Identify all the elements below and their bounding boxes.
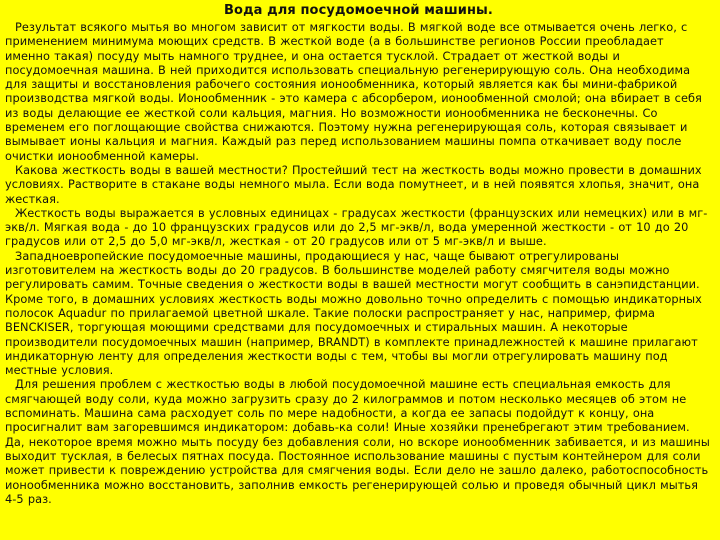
paragraph-water-softness: Результат всякого мытья во многом зависит от мягкости воды. В мягкой воде все отмывается очень легко, с применением минимума моющих средств. В жесткой воде (а в большинстве регионов России преобладает именно такая) посуду мыть намного труднее, и она остается тусклой. Страдает от жесткой воды и посудомоечная машина. В ней приходится использовать специальную регенерирующую соль. Она необходима для защиты и восстановления рабочего состояния ионообменника, который является как бы мини-фабрикой производства мягкой воды. Ионообменник - это камера с абсорбером, ионообменной смолой; она вбирает в себя из воды делающие ее жесткой соли кальция, магния. Но возможности ионообменника не бесконечны. Со временем его поглощающие свойства снижаются. Поэтому нужна регенерирующая соль, которая связывает и вымывает ионы кальция и магния. Каждый раз перед использованием машины помпа откачивает воду после очистки ионообменной камеры. xyxy=(5,20,702,163)
paragraph-hardness-units: Жесткость воды выражается в условных единицах - градусах жесткости (французских или немецких) или в мг-экв/л. Мягкая вода - до 10 французских градусов или до 2,5 мг-экв/л, вода умеренной жесткости - от 10 до 20 градусов или от 2,5 до 5,0 мг-экв/л, жесткая - от 20 градусов или от 5 мг-экв/л и выше. xyxy=(5,205,708,249)
page-title: Вода для посудомоечной машины. xyxy=(224,3,493,18)
paragraph-hardness-test: Какова жесткость воды в вашей местности? Простейший тест на жесткость воды можно провести в домашних условиях. Растворите в стакане воды немного мыла. Если вода помутнеет, и в ней появятся хлопья, значит, она жесткая. xyxy=(5,162,702,206)
document-body xyxy=(5,20,712,506)
paragraph-machine-adjustment: Западноевропейские посудомоечные машины, продающиеся у нас, чаще бывают отрегулированы изготовителем на жесткость воды до 20 градусов. В большинстве моделей работу смягчителя воды можно регулировать самим. Точные сведения о жесткости воды в вашей местности могут сообщить в санэпидстанции. Кроме того, в домашних условиях жесткость воды можно довольно точно определить с помощью индикаторных полосок Aquadur по прилагаемой цветной шкале. Такие полоски распространяет у нас, например, фирма BENCKISER, торгующая моющими средствами для посудомоечных и стиральных машин. А некоторые производители посудомоечных машин (например, BRANDT) в комплекте принадлежностей к машине прилагают индикаторную ленту для определения жесткости воды с тем, чтобы вы могли отрегулировать машину под местные условия. xyxy=(5,248,702,378)
paragraph-salt-container: Для решения проблем с жесткостью воды в любой посудомоечной машине есть специальная емкость для смягчающей воду соли, куда можно загрузить сразу до 2 килограммов и потом несколько месяцев об этом не вспоминать. Машина сама расходует соль по мере надобности, а когда ее запасы подойдут к концу, она просигналит вам загоревшимся индикатором: добавь-ка соли! Иные хозяйки пренебрегают этим требованием. Да, некоторое время можно мыть посуду без добавления соли, но вскоре ионообменник забивается, и из машины выходит тусклая, в белесых пятнах посуда. Постоянное использование машины с пустым контейнером для соли может привести к повреждению устройства для смягчения воды. Если дело не зашло далеко, работоспособность ионообменника можно восстановить, заполнив емкость регенерирующей солью и проведя обычный цикл мытья 4-5 раз. xyxy=(5,377,710,506)
